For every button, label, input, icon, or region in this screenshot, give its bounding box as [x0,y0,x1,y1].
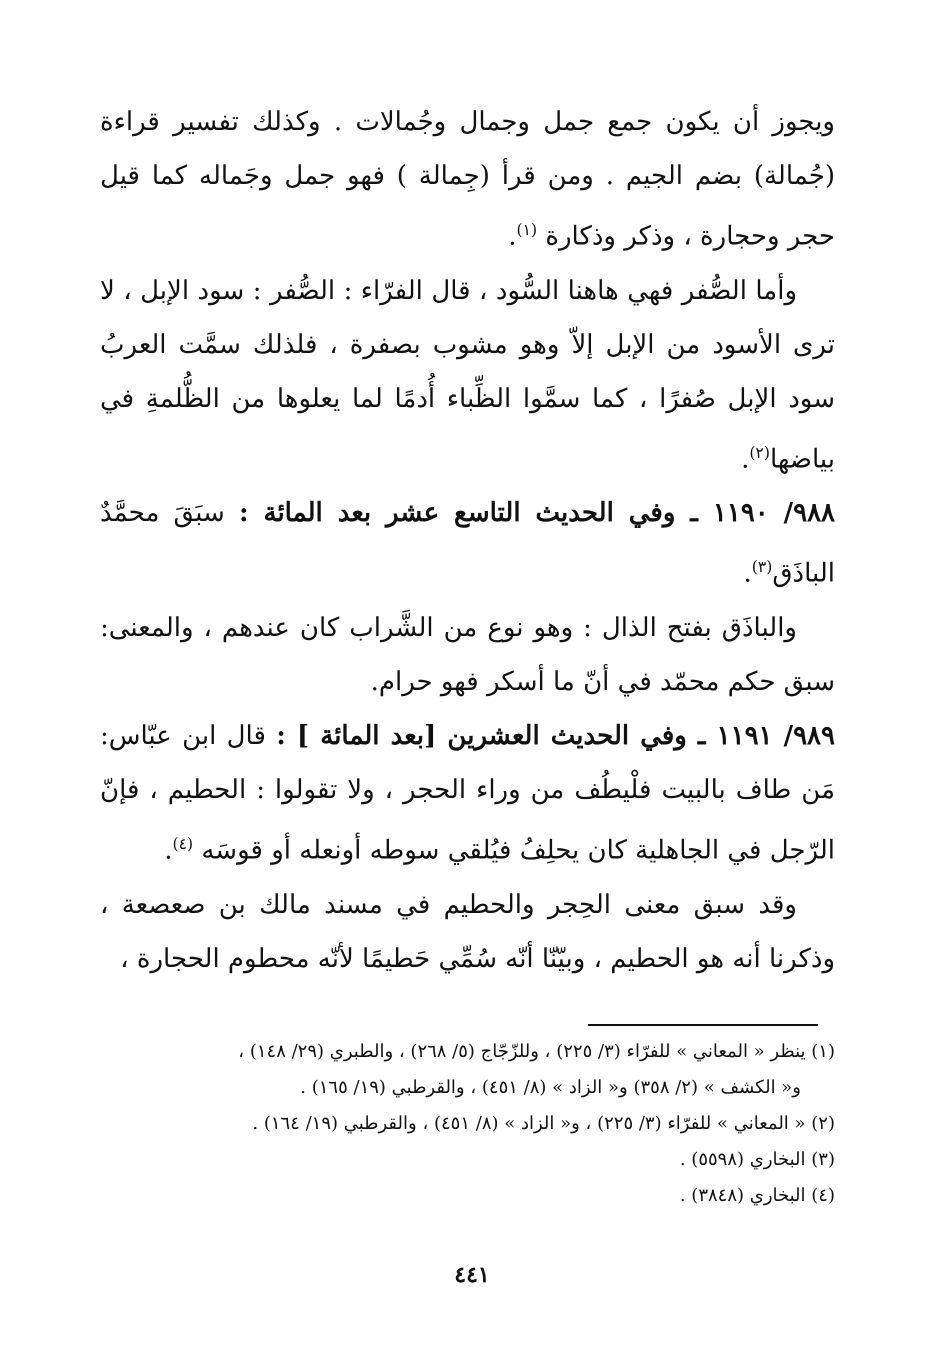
footnote-ref-4: (٤) [172,834,194,853]
footnote-ref-3: (٣) [751,558,773,577]
footnote-4: (٤) البخاري (٣٨٤٨) . [679,1185,835,1206]
footnote-1-continued: و« الكشف » (٢/ ٣٥٨) و« الزاد » (٨/ ٤٥١) ، والقرطبي (١٩/ ١٦٥) . [300,1077,801,1098]
entry-989: ٩٨٩/ ١١٩١ ـ وفي الحديث العشرين [بعد المائة ] : قال ابن عبّاس: مَن طاف بالبيت فلْيطُف من وراء الحجر ، ولا تقولوا : الحطيم ، فإنّ الرّجل في الجاهلية كان يحلِفُ فيُلقي سوطه أونعله أو قوسَه $^{(٤)}$. [100,720,835,866]
entry-988-text: سبَقَ محمَّدٌ الباذَق [100,498,835,589]
entry-988-heading: ٩٨٨/ ١١٩٠ ـ وفي الحديث التاسع عشر بعد المائة : [238,498,836,529]
page-number: ٤٤١ [454,1262,490,1288]
entry-989-heading: ٩٨٩/ ١١٩١ ـ وفي الحديث العشرين [بعد المائة ] : [276,720,835,751]
paragraph-1: ويجوز أن يكون جمع جمل وجمال وجُمالات . وكذلك تفسير قراءة (جُمالة) بضم الجيم . ومن قرأ (جِمالة ) فهو جمل وجَماله كما قيل حجر وحجارة ، وذكر وذكارة $^{(١)}$. [100,107,835,252]
footnote-separator [588,1024,818,1026]
paragraph-3: والباذَق بفتح الذال : وهو نوع من الشَّراب كان عندهم ، والمعنى: سبق حكم محمّد في أنّ ما أسكر فهو حرام. [100,612,835,697]
paragraph-4: وقد سبق معنى الحِجر والحطيم في مسند مالك بن صعصعة ، وذكرنا أنه هو الحطيم ، وبيّنّا أنّه سُمِّي حَطيمًا لأنّه محطوم الحجارة ، [100,889,835,974]
footnote-1: (١) ينظر « المعاني » للفرّاء (٣/ ٢٢٥) ، وللزّجّاج (٥/ ٢٦٨) ، والطبري (٢٩/ ١٤٨) ، [238,1041,835,1062]
footnote-3: (٣) البخاري (٥٥٩٨) . [679,1149,835,1170]
footnote-2: (٢) « المعاني » للفرّاء (٣/ ٢٢٥) ، و« الزاد » (٨/ ٤٥١) ، والقرطبي (١٩/ ١٦٤) . [252,1113,835,1134]
footnote-ref-2: (٢) [749,443,770,462]
entry-988: ٩٨٨/ ١١٩٠ ـ وفي الحديث التاسع عشر بعد المائة : سبَقَ محمَّدٌ الباذَق$^{(٣)}$. [100,498,836,589]
footnote-ref-1: (١) [516,221,538,239]
main-text [100,95,835,986]
footnotes [100,1034,835,1214]
entry-989-text: قال ابن عبّاس: مَن طاف بالبيت فلْيطُف من وراء الحجر ، ولا تقولوا : الحطيم ، فإنّ الرّجل في الجاهلية كان يحلِفُ فيُلقي سوطه أونعله أو قوسَه [100,720,835,866]
paragraph-2: وأما الصُّفر فهي هاهنا السُّود ، قال الفرّاء : الصُّفر : سود الإبل ، لا ترى الأسود من الإبل إلاّ وهو مشوب بصفرة ، فلذلك سمَّت العربُ سود الإبل صُفرًا ، كما سمَّوا الظِّباء أُدمًا لما يعلوها من الظُّلمةِ في بياضها$^{(٢)}$. [100,275,835,475]
